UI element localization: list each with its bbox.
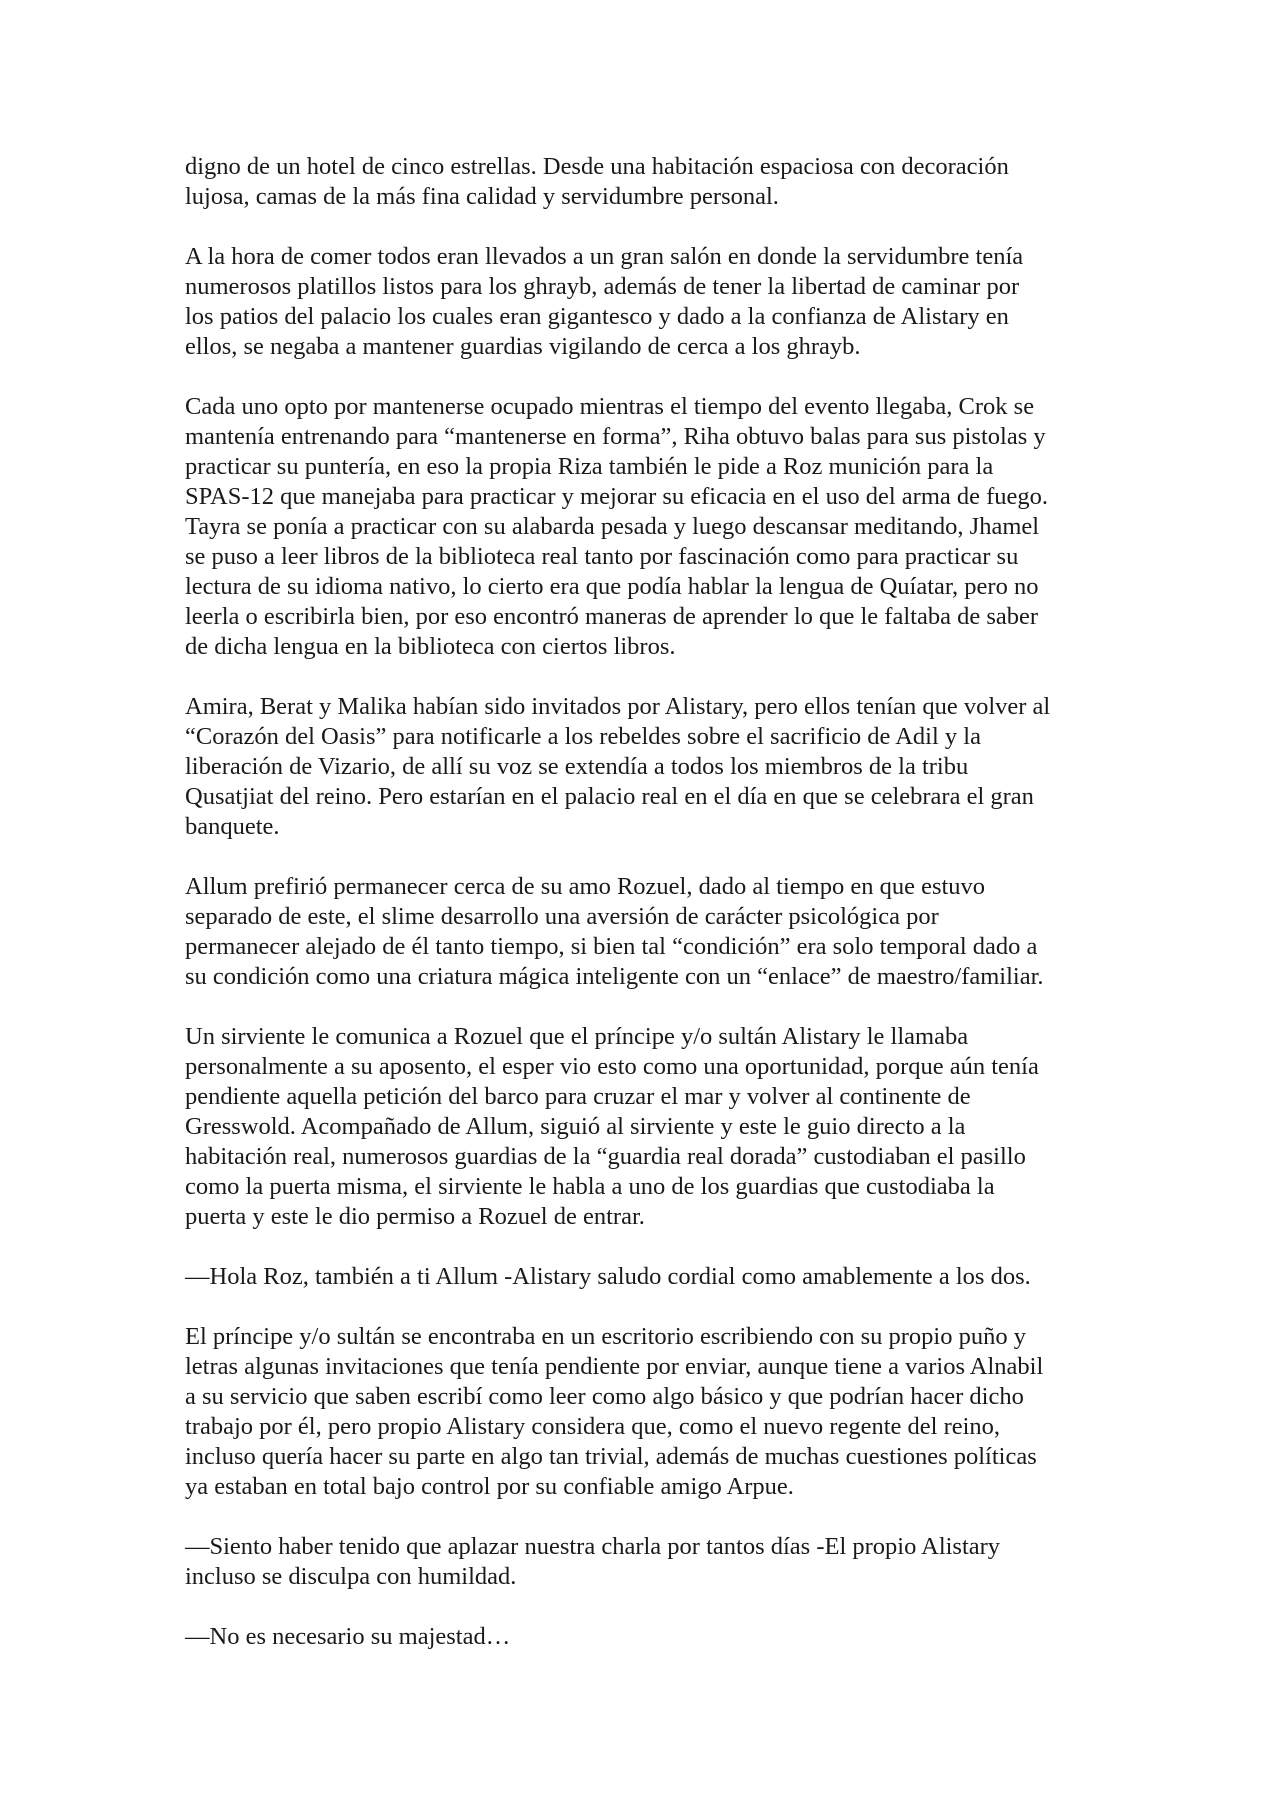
paragraph xyxy=(185,242,1115,362)
paragraph xyxy=(185,152,1115,212)
text-line: mantenía entrenando para “mantenerse en forma”, Riha obtuvo balas para sus pistolas y xyxy=(185,423,1046,450)
paragraph xyxy=(185,392,1115,662)
paragraph xyxy=(185,1622,1115,1652)
text-line: habitación real, numerosos guardias de la “guardia real dorada” custodiaban el pasillo xyxy=(185,1143,1026,1170)
text-line: separado de este, el slime desarrollo una aversión de carácter psicológica por xyxy=(185,903,939,930)
text-line: puerta y este le dio permiso a Rozuel de entrar. xyxy=(185,1203,645,1230)
document-body xyxy=(185,152,1115,1682)
text-line: de dicha lengua en la biblioteca con ciertos libros. xyxy=(185,633,676,660)
paragraph xyxy=(185,872,1115,992)
text-line: pendiente aquella petición del barco para cruzar el mar y volver al continente de xyxy=(185,1083,971,1110)
text-line: Allum prefirió permanecer cerca de su amo Rozuel, dado al tiempo en que estuvo xyxy=(185,873,986,900)
text-line: practicar su puntería, en eso la propia Riza también le pide a Roz munición para la xyxy=(185,453,994,480)
text-line: liberación de Vizario, de allí su voz se extendía a todos los miembros de la tribu xyxy=(185,753,969,780)
text-line: leerla o escribirla bien, por eso encontró maneras de aprender lo que le faltaba de saber xyxy=(185,603,1039,630)
paragraph xyxy=(185,1532,1115,1592)
text-line: Cada uno opto por mantenerse ocupado mientras el tiempo del evento llegaba, Crok se xyxy=(185,393,1035,420)
text-line: numerosos platillos listos para los ghrayb, además de tener la libertad de caminar por xyxy=(185,273,1020,300)
paragraph xyxy=(185,1322,1115,1502)
paragraph xyxy=(185,1262,1115,1292)
text-line: Amira, Berat y Malika habían sido invitados por Alistary, pero ellos tenían que volver al xyxy=(185,693,1051,720)
text-line: Un sirviente le comunica a Rozuel que el príncipe y/o sultán Alistary le llamaba xyxy=(185,1023,969,1050)
text-line: lectura de su idioma nativo, lo cierto era que podía hablar la lengua de Quíatar, pero no xyxy=(185,573,1039,600)
text-line: SPAS-12 que manejaba para practicar y mejorar su eficacia en el uso del arma de fuego. xyxy=(185,483,1049,510)
text-line: —Hola Roz, también a ti Allum -Alistary saludo cordial como amablemente a los dos. xyxy=(185,1263,1031,1290)
text-line: personalmente a su aposento, el esper vio esto como una oportunidad, porque aún tenía xyxy=(185,1053,1039,1080)
text-line: como la puerta misma, el sirviente le habla a uno de los guardias que custodiaba la xyxy=(185,1173,995,1200)
text-line: —Siento haber tenido que aplazar nuestra charla por tantos días -El propio Alistary xyxy=(185,1533,1001,1560)
text-line: A la hora de comer todos eran llevados a un gran salón en donde la servidumbre tenía xyxy=(185,243,1024,270)
text-line: —No es necesario su majestad… xyxy=(185,1623,511,1650)
text-line: El príncipe y/o sultán se encontraba en un escritorio escribiendo con su propio puño y xyxy=(185,1323,1026,1350)
text-line: ellos, se negaba a mantener guardias vigilando de cerca a los ghrayb. xyxy=(185,333,861,360)
paragraph xyxy=(185,692,1115,842)
text-line: “Corazón del Oasis” para notificarle a los rebeldes sobre el sacrificio de Adil y la xyxy=(185,723,981,750)
text-line: banquete. xyxy=(185,813,280,840)
text-line: los patios del palacio los cuales eran gigantesco y dado a la confianza de Alistary en xyxy=(185,303,1009,330)
text-line: incluso se disculpa con humildad. xyxy=(185,1563,517,1590)
text-line: permanecer alejado de él tanto tiempo, si bien tal “condición” era solo temporal dado a xyxy=(185,933,1038,960)
text-line: lujosa, camas de la más fina calidad y servidumbre personal. xyxy=(185,183,779,210)
text-line: se puso a leer libros de la biblioteca real tanto por fascinación como para practicar su xyxy=(185,543,1019,570)
text-line: digno de un hotel de cinco estrellas. Desde una habitación espaciosa con decoración xyxy=(185,153,1009,180)
text-line: trabajo por él, pero propio Alistary considera que, como el nuevo regente del reino, xyxy=(185,1413,1001,1440)
text-line: a su servicio que saben escribí como leer como algo básico y que podrían hacer dicho xyxy=(185,1383,1024,1410)
text-line: su condición como una criatura mágica inteligente con un “enlace” de maestro/familiar. xyxy=(185,963,1044,990)
paragraph xyxy=(185,1022,1115,1232)
text-line: Gresswold. Acompañado de Allum, siguió al sirviente y este le guio directo a la xyxy=(185,1113,966,1140)
text-line: ya estaban en total bajo control por su confiable amigo Arpue. xyxy=(185,1473,794,1500)
text-line: Tayra se ponía a practicar con su alabarda pesada y luego descansar meditando, Jhamel xyxy=(185,513,1040,540)
text-line: letras algunas invitaciones que tenía pendiente por enviar, aunque tiene a varios Alnabil xyxy=(185,1353,1044,1380)
text-line: Qusatjiat del reino. Pero estarían en el palacio real en el día en que se celebrara el gran xyxy=(185,783,1034,810)
text-line: incluso quería hacer su parte en algo tan trivial, además de muchas cuestiones políticas xyxy=(185,1443,1037,1470)
